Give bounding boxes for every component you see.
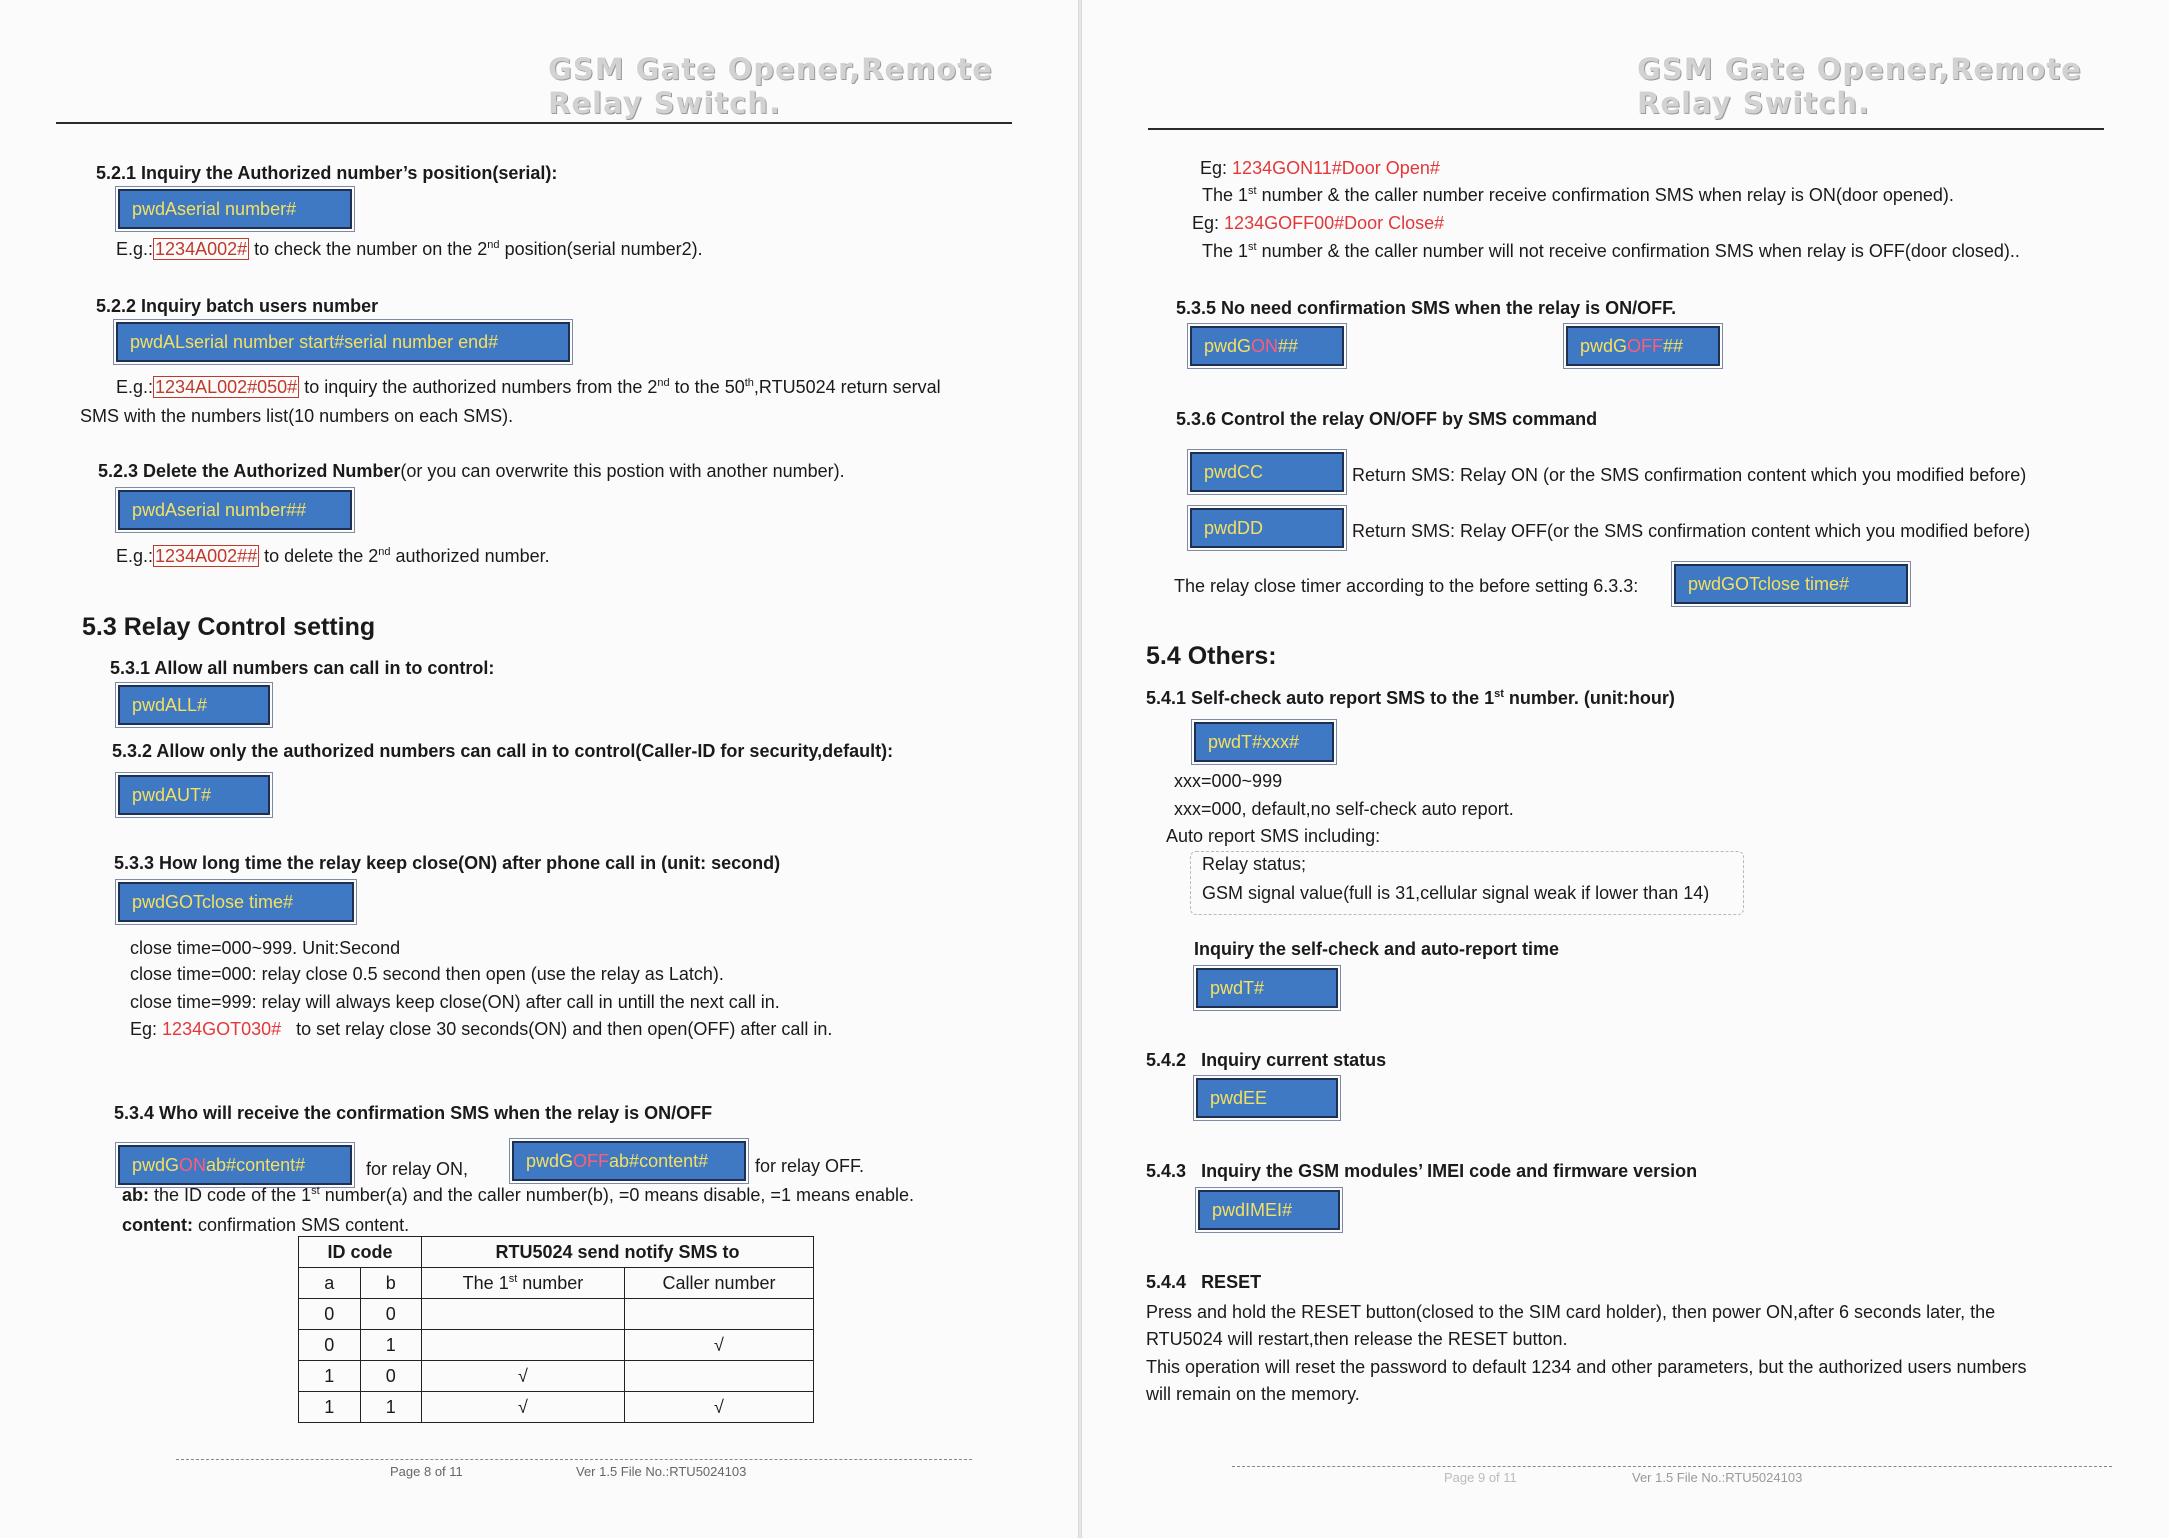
section-5-2-1-title: 5.2.1 Inquiry the Authorized number’s position(serial): bbox=[96, 163, 558, 183]
table-cell bbox=[422, 1299, 625, 1330]
table-cell: √ bbox=[625, 1330, 814, 1361]
text-line: close time=000: relay close 0.5 second then open (use the relay as Latch). bbox=[130, 964, 724, 984]
notify-table bbox=[298, 1236, 814, 1423]
command-box: pwdIMEI# bbox=[1198, 1190, 1340, 1230]
section-5-4-1-title: 5.4.1 Self-check auto report SMS to the 1st number. (unit:hour) bbox=[1146, 688, 1675, 708]
section-5-3-6-title: 5.3.6 Control the relay ON/OFF by SMS command bbox=[1176, 409, 1598, 429]
command-box: pwdEE bbox=[1196, 1078, 1338, 1118]
command-box: pwdALserial number start#serial number end# bbox=[116, 322, 570, 362]
footer-version: Ver 1.5 File No.:RTU5024103 bbox=[1632, 1470, 1803, 1485]
table-header-cell: Caller number bbox=[625, 1268, 814, 1299]
example-line: E.g.: 1234A002## to delete the 2nd authorized number. bbox=[116, 546, 550, 566]
section-5-3-2-title: 5.3.2 Allow only the authorized numbers can call in to control(Caller-ID for security,default): bbox=[112, 741, 894, 761]
command-box: pwdGOTclose time# bbox=[1674, 564, 1908, 604]
text-line: will remain on the memory. bbox=[1146, 1384, 1360, 1404]
header-rule bbox=[1148, 128, 2104, 130]
footer-rule bbox=[1232, 1466, 2112, 1468]
footer-page-number: Page 9 of 11 bbox=[1444, 1470, 1517, 1485]
text-line: Press and hold the RESET button(closed to the SIM card holder), then power ON,after 6 seconds later, the bbox=[1146, 1302, 1996, 1322]
command-box: pwdAUT# bbox=[118, 775, 270, 815]
text-line: for relay ON, bbox=[366, 1159, 469, 1179]
table-cell bbox=[625, 1361, 814, 1392]
section-5-3-1-title: 5.3.1 Allow all numbers can call in to control: bbox=[110, 658, 495, 678]
text-line: The 1st number & the caller number will not receive confirmation SMS when relay is OFF(door closed).. bbox=[1202, 241, 2020, 261]
header-rule bbox=[56, 122, 1012, 124]
table-row bbox=[299, 1330, 814, 1361]
command-box: pwdAserial number# bbox=[118, 189, 352, 229]
example-line: Eg: 1234GOFF00#Door Close# bbox=[1192, 213, 1445, 233]
table-cell: √ bbox=[625, 1392, 814, 1423]
command-box-on: pwdG ON ab#content# bbox=[118, 1145, 352, 1185]
table-cell: 1 bbox=[299, 1361, 361, 1392]
table-cell: √ bbox=[422, 1392, 625, 1423]
table-cell: 0 bbox=[360, 1361, 422, 1392]
example-line: Eg: 1234GOT030# to set relay close 30 seconds(ON) and then open(OFF) after call in. bbox=[130, 1019, 833, 1039]
text-line: The relay close timer according to the before setting 6.3.3: bbox=[1174, 576, 1639, 596]
section-5-2-3-title: 5.2.3 Delete the Authorized Number(or you can overwrite this postion with another number). bbox=[98, 461, 845, 481]
text-line: The 1st number & the caller number receive confirmation SMS when relay is ON(door opened). bbox=[1202, 185, 1954, 205]
table-cell: 1 bbox=[299, 1392, 361, 1423]
footer-rule bbox=[176, 1459, 972, 1461]
table-header-cell: ID code bbox=[299, 1237, 422, 1268]
text-line: close time=999: relay will always keep close(ON) after call in untill the next call in. bbox=[130, 992, 780, 1012]
section-5-4-4-title: 5.4.4 RESET bbox=[1146, 1272, 1262, 1292]
text-line: for relay OFF. bbox=[755, 1156, 865, 1176]
command-box: pwdT#xxx# bbox=[1194, 722, 1334, 762]
section-5-3-3-title: 5.3.3 How long time the relay keep close(ON) after phone call in (unit: second) bbox=[114, 853, 781, 873]
text-line: ab: the ID code of the 1st number(a) and the caller number(b), =0 means disable, =1 means enable. bbox=[122, 1185, 915, 1205]
right-page bbox=[1082, 0, 2169, 1538]
section-5-2-2-title: 5.2.2 Inquiry batch users number bbox=[96, 296, 379, 316]
text-line: close time=000~999. Unit:Second bbox=[130, 938, 401, 958]
table-row bbox=[299, 1392, 814, 1423]
table-header-cell: b bbox=[360, 1268, 422, 1299]
table-cell: 0 bbox=[299, 1330, 361, 1361]
text-line: GSM signal value(full is 31,cellular signal weak if lower than 14) bbox=[1202, 883, 1710, 903]
footer-version: Ver 1.5 File No.:RTU5024103 bbox=[576, 1464, 747, 1479]
footer-page-number: Page 8 of 11 bbox=[390, 1464, 463, 1479]
page-header: GSM Gate Opener,Remote Relay Switch. bbox=[548, 52, 993, 120]
command-box: pwdGOTclose time# bbox=[118, 882, 354, 922]
table-cell: √ bbox=[422, 1361, 625, 1392]
section-5-3-4-title: 5.3.4 Who will receive the confirmation SMS when the relay is ON/OFF bbox=[114, 1103, 713, 1123]
section-5-4-title: 5.4 Others: bbox=[1146, 642, 1277, 670]
table-cell: 1 bbox=[360, 1392, 422, 1423]
table-cell bbox=[625, 1299, 814, 1330]
table-row bbox=[299, 1268, 814, 1299]
command-box-off: pwdG OFF ab#content# bbox=[512, 1141, 746, 1181]
subsection-title: Inquiry the self-check and auto-report time bbox=[1194, 939, 1560, 959]
command-box: pwdT# bbox=[1196, 968, 1338, 1008]
example-line-cont: SMS with the numbers list(10 numbers on each SMS). bbox=[80, 406, 514, 426]
table-header-cell: The 1st number bbox=[422, 1268, 625, 1299]
text-line: Relay status; bbox=[1202, 854, 1307, 874]
return-sms-text: Return SMS: Relay ON (or the SMS confirmation content which you modified before) bbox=[1352, 465, 2027, 485]
table-row bbox=[299, 1361, 814, 1392]
return-sms-text: Return SMS: Relay OFF(or the SMS confirmation content which you modified before) bbox=[1352, 521, 2031, 541]
section-5-4-2-title: 5.4.2 Inquiry current status bbox=[1146, 1050, 1387, 1070]
text-line: xxx=000~999 bbox=[1174, 771, 1283, 791]
text-line: RTU5024 will restart,then release the RESET button. bbox=[1146, 1329, 1568, 1349]
command-box-off: pwdG OFF ## bbox=[1566, 326, 1720, 366]
text-line: Auto report SMS including: bbox=[1166, 826, 1381, 846]
page-header: GSM Gate Opener,Remote Relay Switch. bbox=[1637, 52, 2082, 120]
command-box: pwdCC bbox=[1190, 452, 1344, 492]
table-header-cell: a bbox=[299, 1268, 361, 1299]
table-header-cell: RTU5024 send notify SMS to bbox=[422, 1237, 814, 1268]
table-row bbox=[299, 1237, 814, 1268]
table-cell: 0 bbox=[360, 1299, 422, 1330]
table-cell: 1 bbox=[360, 1330, 422, 1361]
example-line: E.g.: 1234AL002#050# to inquiry the authorized numbers from the 2nd to the 50th,RTU5024 return serval bbox=[116, 377, 941, 397]
text-line: This operation will reset the password to default 1234 and other parameters, but the authorized users numbers bbox=[1146, 1357, 2027, 1377]
example-line: E.g.: 1234A002# to check the number on the 2nd position(serial number2). bbox=[116, 239, 703, 259]
text-line: xxx=000, default,no self-check auto report. bbox=[1174, 799, 1514, 819]
section-5-3-5-title: 5.3.5 No need confirmation SMS when the relay is ON/OFF. bbox=[1176, 298, 1677, 318]
command-box: pwdDD bbox=[1190, 508, 1344, 548]
section-5-3-title: 5.3 Relay Control setting bbox=[82, 613, 376, 641]
table-row bbox=[299, 1299, 814, 1330]
table-cell: 0 bbox=[299, 1299, 361, 1330]
section-5-4-3-title: 5.4.3 Inquiry the GSM modules’ IMEI code and firmware version bbox=[1146, 1161, 1698, 1181]
left-page bbox=[0, 0, 1078, 1538]
command-box: pwdAserial number## bbox=[118, 490, 352, 530]
text-line: content: confirmation SMS content. bbox=[122, 1215, 410, 1235]
table-cell bbox=[422, 1330, 625, 1361]
command-box-on: pwdG ON ## bbox=[1190, 326, 1344, 366]
example-line: Eg: 1234GON11#Door Open# bbox=[1200, 158, 1440, 178]
command-box: pwdALL# bbox=[118, 685, 270, 725]
